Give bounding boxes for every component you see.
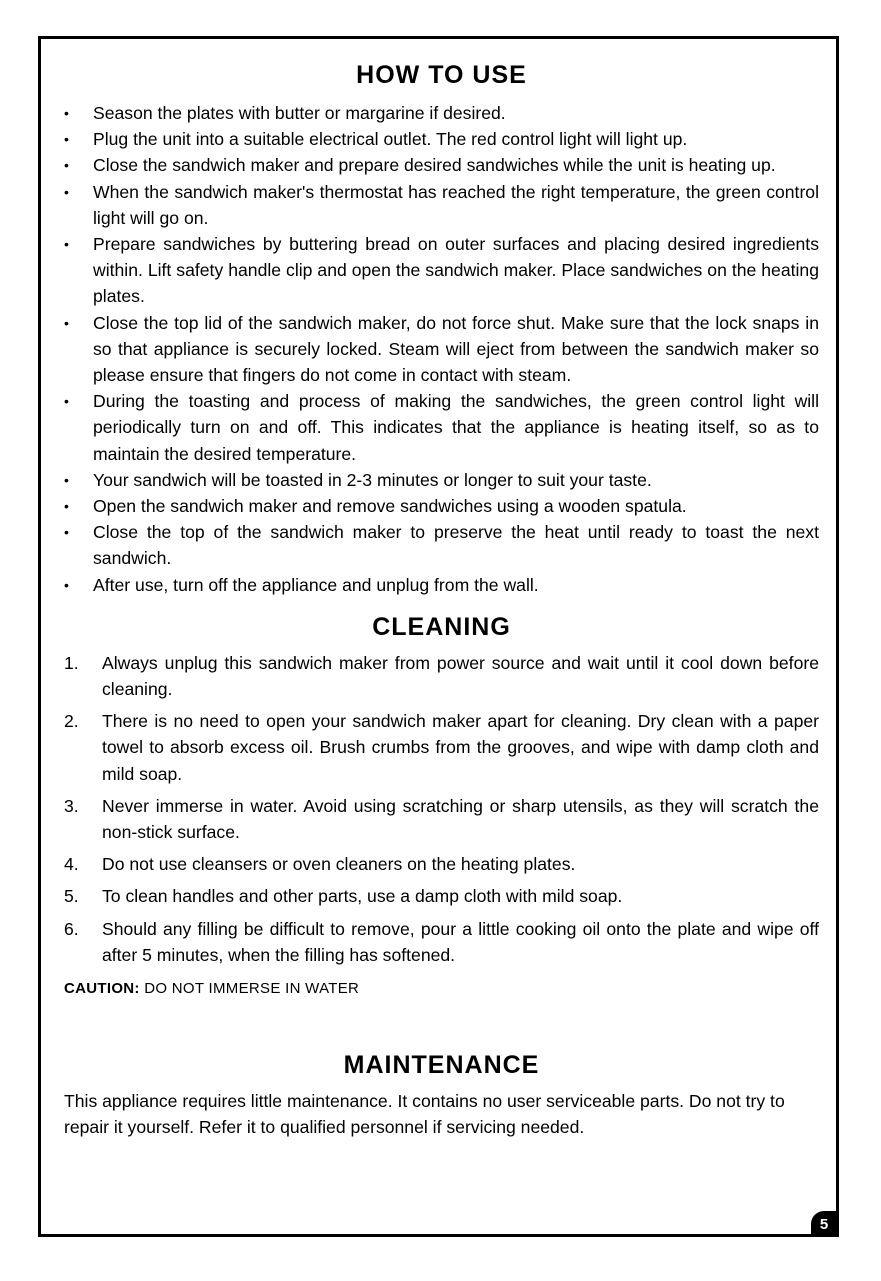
list-item bbox=[64, 650, 819, 702]
step-text: To clean handles and other parts, use a damp cloth with mild soap. bbox=[102, 886, 623, 907]
list-item bbox=[64, 883, 819, 909]
maintenance-title: MAINTENANCE bbox=[343, 1051, 540, 1080]
page-content bbox=[64, 60, 819, 1141]
page-number-badge: 5 bbox=[811, 1211, 837, 1237]
step-text: Should any filling be difficult to remove, pour a little cooking oil onto the plate and wipe off after 5 minutes, when the filling has softened. bbox=[102, 918, 819, 965]
maintenance-text: This appliance requires little maintenance. It contains no user serviceable parts. Do not try to repair it yourself. Refer it to qualified personnel if servicing needed. bbox=[64, 1091, 785, 1138]
cleaning-list bbox=[64, 650, 819, 968]
list-item: • Your sandwich will be toasted in 2-3 minutes or longer to suit your taste. bbox=[64, 467, 819, 493]
step-number: 1. bbox=[64, 652, 79, 673]
step-number: 5. bbox=[64, 886, 79, 907]
step-text: Always unplug this sandwich maker from power source and wait until it cool down before cleaning. bbox=[102, 652, 819, 700]
list-item bbox=[64, 708, 819, 787]
list-item: • When the sandwich maker's thermostat has reached the right temperature, the green control light will go on. bbox=[64, 179, 819, 231]
step-text: Never immerse in water. Avoid using scratching or sharp utensils, as they will scratch the non-stick surface. bbox=[102, 795, 819, 843]
list-item bbox=[64, 916, 819, 968]
list-item: • During the toasting and process of making the sandwiches, the green control light will periodically turn on and off. This indicates that the appliance is heating itself, so as to maintain the desired temperature. bbox=[64, 388, 819, 467]
step-number: 2. bbox=[64, 711, 79, 732]
caution-label: CAUTION: bbox=[64, 980, 140, 998]
step-number: 3. bbox=[64, 795, 79, 816]
step-number: 4. bbox=[64, 854, 79, 875]
caution-text: DO NOT IMMERSE IN WATER bbox=[144, 980, 360, 998]
step-text: There is no need to open your sandwich maker apart for cleaning. Dry clean with a paper towel to absorb excess oil. Brush crumbs from the grooves, and wipe with damp cloth and mild soap. bbox=[102, 711, 819, 784]
list-item: • Plug the unit into a suitable electrical outlet. The red control light will light up. bbox=[64, 126, 819, 152]
list-item bbox=[64, 851, 819, 877]
step-number: 6. bbox=[64, 918, 79, 939]
how-to-use-title: HOW TO USE bbox=[356, 61, 527, 89]
list-item: • Season the plates with butter or margarine if desired. bbox=[64, 100, 819, 126]
list-item: • After use, turn off the appliance and unplug from the wall. bbox=[64, 572, 819, 598]
list-item: • Open the sandwich maker and remove sandwiches using a wooden spatula. bbox=[64, 493, 819, 519]
step-text: Do not use cleansers or oven cleaners on the heating plates. bbox=[102, 854, 576, 875]
list-item: • Prepare sandwiches by buttering bread on outer surfaces and placing desired ingredients within. Lift safety handle clip and open the sandwich maker. Place sandwiches on the heating plates. bbox=[64, 231, 819, 310]
cleaning-title: CLEANING bbox=[372, 612, 511, 641]
how-to-use-list bbox=[64, 100, 819, 598]
list-item: • Close the sandwich maker and prepare desired sandwiches while the unit is heating up. bbox=[64, 152, 819, 178]
caution-note bbox=[64, 978, 819, 1000]
list-item: • Close the top of the sandwich maker to preserve the heat until ready to toast the next sandwich. bbox=[64, 519, 819, 571]
list-item: • Close the top lid of the sandwich maker, do not force shut. Make sure that the lock snaps in so that appliance is securely locked. Steam will eject from between the sandwich maker so please ensure that fingers do not come in contact with steam. bbox=[64, 310, 819, 389]
list-item bbox=[64, 793, 819, 845]
